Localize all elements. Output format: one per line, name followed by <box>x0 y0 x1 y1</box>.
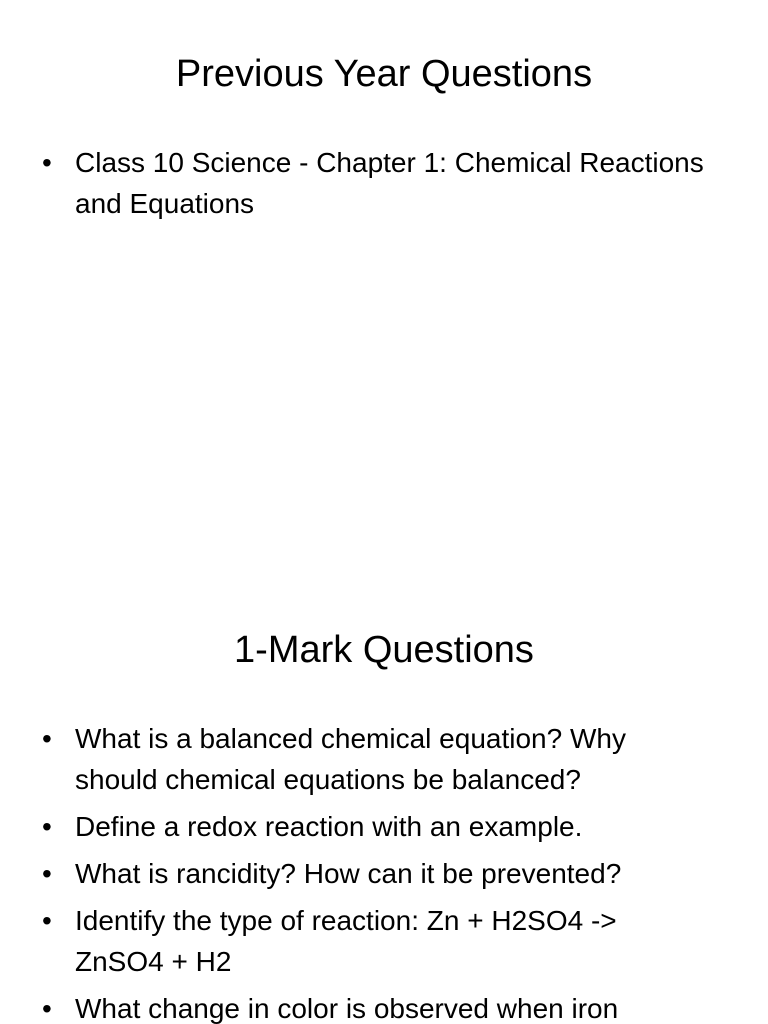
slide-title: 1-Mark Questions <box>234 629 534 671</box>
slide-2 <box>0 576 768 1024</box>
slide-title: Previous Year Questions <box>175 53 593 95</box>
list-item <box>0 142 768 224</box>
bullet-text: What is a balanced chemical equation? Why should chemical equations be balanced? <box>75 723 626 795</box>
bullet-text: What is rancidity? How can it be prevented? <box>75 858 622 889</box>
bullet-text: What change in color is observed when iron <box>75 993 619 1024</box>
list-item <box>0 806 768 847</box>
bullet-text: Define a redox reaction with an example. <box>75 811 583 842</box>
list-item <box>0 988 768 1024</box>
list-item <box>0 718 768 800</box>
list-item <box>0 900 768 982</box>
bullet-list <box>0 142 768 230</box>
bullet-icon: • <box>42 147 52 178</box>
bullet-text: Identify the type of reaction: Zn + H2SO4 -> ZnSO4 + H2 <box>75 905 617 977</box>
bullet-text: Class 10 Science - Chapter 1: Chemical Reactions and Equations <box>75 147 704 219</box>
bullet-icon: • <box>42 905 52 936</box>
bullet-icon: • <box>42 993 52 1024</box>
list-item <box>0 853 768 894</box>
bullet-list <box>0 718 768 1024</box>
bullet-icon: • <box>42 811 52 842</box>
bullet-icon: • <box>42 858 52 889</box>
bullet-icon: • <box>42 723 52 754</box>
